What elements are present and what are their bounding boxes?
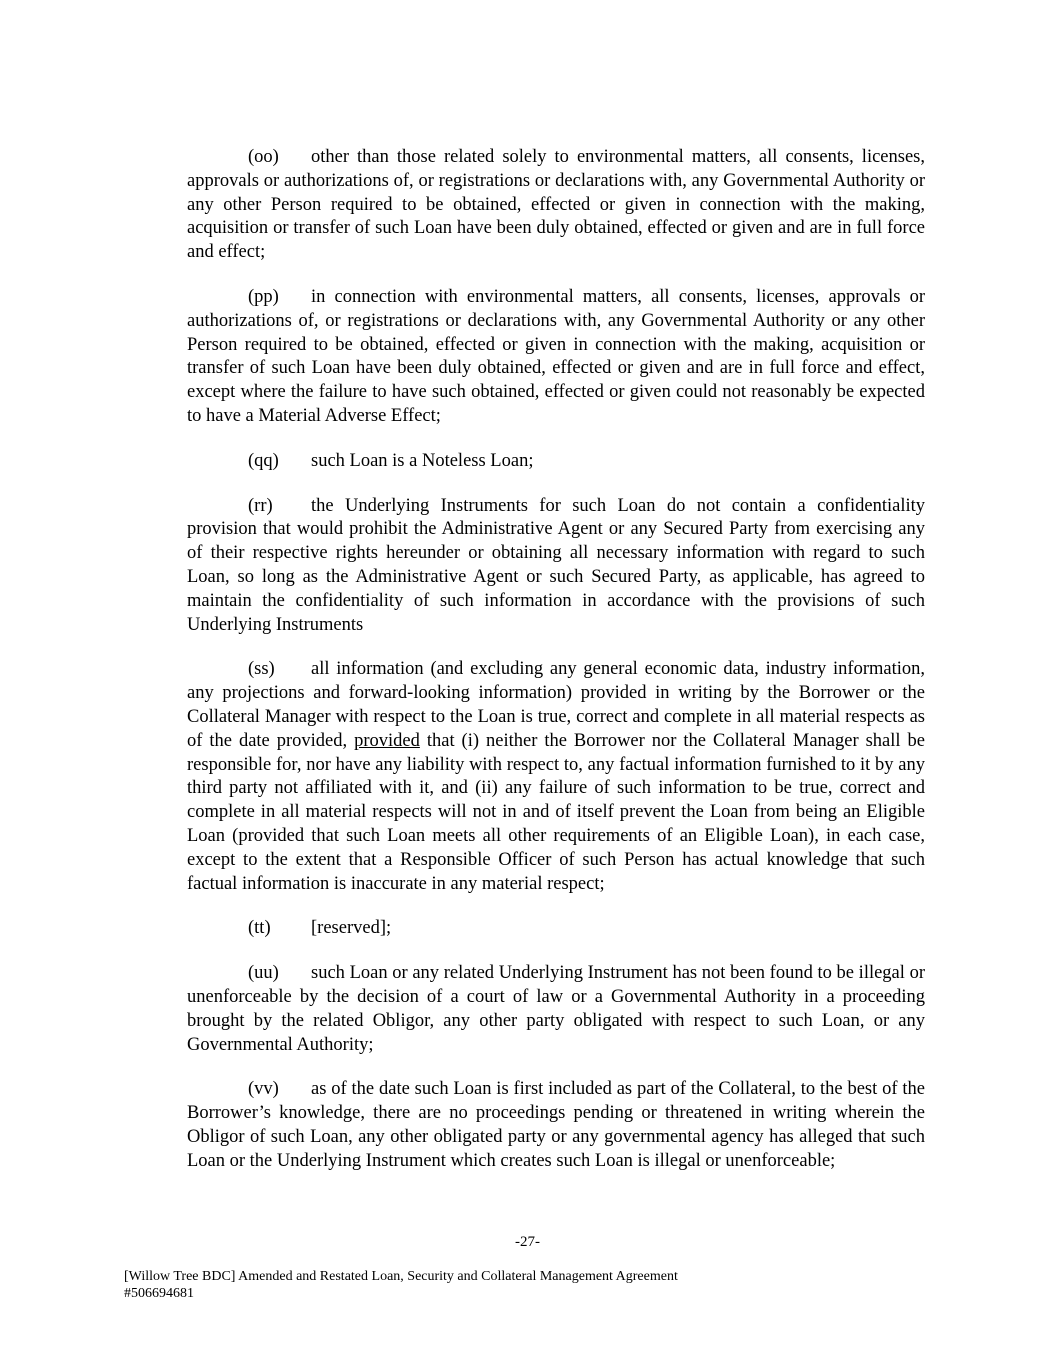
document-footer: [124, 1268, 678, 1302]
clause-label: (ss): [248, 659, 275, 680]
clause-tt: [187, 917, 925, 941]
clause-oo: [187, 146, 925, 265]
clause-label: (oo): [248, 147, 279, 167]
clause-label: (uu): [248, 963, 279, 984]
clause-text: such Loan or any related Underlying Instrument has not been found to be illegal or unenforceable by the decision of a court of law or a Governmental Authority in a proceeding brought by the related Obligor, any other party obligated with respect to such Loan, or any Governmental Authority;: [187, 963, 925, 1055]
clause-pp: [187, 286, 925, 429]
clause-underlined-term: provided: [354, 730, 420, 751]
clause-text: the Underlying Instruments for such Loan do not contain a confidentiality provision that would prohibit the Administrative Agent or any Secured Party from exercising any of their respective rights hereunder or obtaining all necessary information with regard to such Loan, so long as the Administrative Agent or such Secured Party, as applicable, has agreed to maintain the confidentiality of such information in accordance with the provisions of such Underlying Instruments: [187, 495, 925, 635]
clause-text: [reserved];: [311, 918, 392, 939]
clause-uu: [187, 962, 925, 1057]
clause-vv: [187, 1078, 925, 1173]
footer-doc-id: #506694681: [124, 1286, 194, 1301]
footer-title: [Willow Tree BDC] Amended and Restated Loan, Security and Collateral Management Agreement: [124, 1269, 678, 1284]
clause-text: that (i) neither the Borrower nor the Collateral Manager shall be responsible for, nor have any liability with respect to, any factual information furnished to it by any third party not affiliated with it, and (ii) any failure of such information to be true, correct and complete in all material respects will not in and of itself prevent the Loan from being an Eligible Loan (provided that such Loan meets all other requirements of an Eligible Loan), in each case, except to the extent that a Responsible Officer of such Person has actual knowledge that such factual information is inaccurate in any material respect;: [187, 730, 925, 894]
clause-rr: [187, 495, 925, 638]
clause-ss: [187, 658, 925, 896]
clause-qq: [187, 450, 925, 474]
clause-text: in connection with environmental matters, all consents, licenses, approvals or authorizations of, or registrations or declarations with, any Governmental Authority or any other Person required to be obtained, effected or given in connection with the making, acquisition or transfer of such Loan have been duly obtained, effected or given and are in full force and effect, except where the failure to have such obtained, effected or given could not reasonably be expected to have a Material Adverse Effect;: [187, 286, 925, 426]
clause-label: (rr): [248, 495, 273, 516]
page-number: -27-: [515, 1234, 540, 1250]
clause-label: (qq): [248, 450, 279, 471]
document-body: [187, 146, 925, 1194]
clause-text: all information (and excluding any general economic data, industry information, any projections and forward-looking information) provided in writing by the Borrower or the Collateral Manager with respect to the Loan is true, correct and complete in all material respects as of the date provided,: [187, 659, 925, 751]
clause-text: such Loan is a Noteless Loan;: [311, 450, 534, 471]
clause-label: (vv): [248, 1079, 279, 1100]
clause-label: (tt): [248, 918, 271, 939]
clause-text: as of the date such Loan is first included as part of the Collateral, to the best of the Borrower’s knowledge, there are no proceedings pending or threatened in writing wherein the Obligor of such Loan, any other obligated party or any governmental agency has alleged that such Loan or the Underlying Instrument which creates such Loan is illegal or unenforceable;: [187, 1079, 925, 1171]
clause-text: other than those related solely to environmental matters, all consents, licenses, approvals or authorizations of, or registrations or declarations with, any Governmental Authority or any other Person required to be obtained, effected or given in connection with the making, acquisition or transfer of such Loan have been duly obtained, effected or given and are in full force and effect;: [187, 147, 925, 263]
clause-label: (pp): [248, 286, 279, 307]
